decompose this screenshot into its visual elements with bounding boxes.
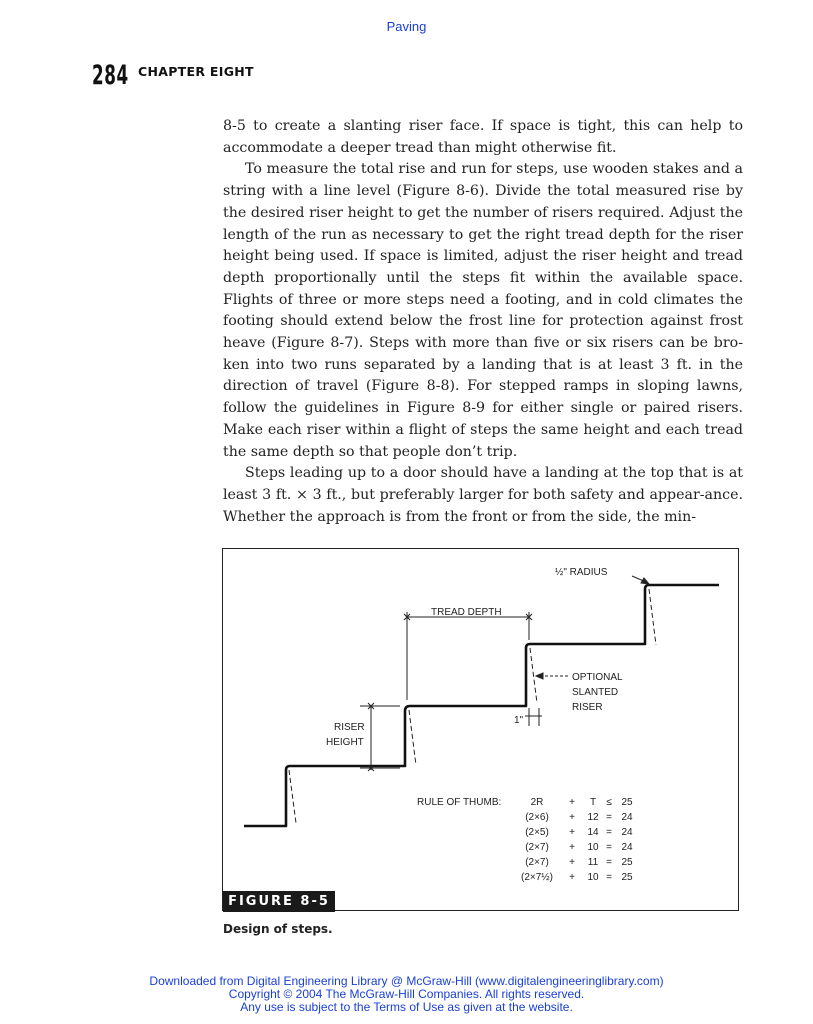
rule-cell: (2×7) — [525, 857, 549, 868]
rule-cell: 24 — [621, 842, 633, 853]
rule-cell: = — [606, 872, 612, 883]
slanted-label: SLANTED — [572, 687, 619, 698]
tread-depth-dimension — [404, 612, 532, 700]
figure-caption: Design of steps. — [223, 922, 333, 936]
steps-diagram — [222, 548, 740, 912]
rule-cell: (2×7½) — [521, 872, 553, 883]
rule-cell: 10 — [587, 872, 599, 883]
paragraph-2: To measure the total rise and run for steps, use wooden stakes and a string with a line level (Figure 8-6). Divide the total measured rise by the desired riser height to get the number of risers required. Adjust the length of the run as necessary to get the right tread depth for the riser height being used. If space is limited, adjust the riser height and tread depth proportionally until the steps fit within the available space. Flights of three or more steps need a footing, and in cold climates the footing should extend below the frost line for protection against frost heave (Figure 8-7). Steps with more than five or six risers can be bro-ken into two runs separated by a landing that is at least 3 ft. in the direction of travel (Figure 8-8). For stepped ramps in sloping lawns, follow the guidelines in Figure 8-9 for either single or paired risers. Make each riser within a flight of steps the same height and each tread the same depth so that people don’t trip. — [223, 161, 743, 460]
riser-label: RISER — [334, 722, 365, 733]
rule-cell: T — [589, 797, 597, 808]
rule-cell: 12 — [587, 812, 599, 823]
rule-cell: 25 — [621, 872, 633, 883]
radius-arrow — [632, 576, 649, 584]
body-text — [223, 116, 743, 528]
height-label: HEIGHT — [326, 737, 364, 748]
rule-cell: 25 — [621, 857, 633, 868]
footer-download-link[interactable]: Downloaded from Digital Engineering Library @ McGraw-Hill (www.digitalengineeringlibrary.com) — [149, 974, 664, 988]
rule-cell: (2×7) — [525, 842, 549, 853]
chapter-title: CHAPTER EIGHT — [138, 64, 254, 79]
rule-cell: 25 — [621, 797, 633, 808]
rule-cell: = — [606, 812, 612, 823]
rule-cell: 11 — [587, 857, 599, 868]
rule-cell: + — [569, 812, 575, 823]
rule-cell: + — [569, 797, 575, 808]
radius-label: ½" RADIUS — [555, 567, 608, 578]
paragraph-3: Steps leading up to a door should have a landing at the top that is at least 3 ft. × 3 ft., but preferably larger for both safety and appear-ance. Whether the approach is from the front or from the side, the min- — [223, 465, 743, 525]
rule-cell: 24 — [621, 812, 633, 823]
tread-depth-label: TREAD DEPTH — [431, 607, 502, 618]
top-link-paving[interactable]: Paving — [386, 19, 427, 34]
rule-cell: 14 — [587, 827, 599, 838]
paragraph-1: 8-5 to create a slanting riser face. If space is tight, this can help to accommodate a deeper tread than might otherwise fit. — [223, 118, 743, 156]
figure-label: FIGURE 8-5 — [223, 891, 335, 912]
rule-cell: = — [606, 842, 612, 853]
rule-cell: = — [606, 857, 612, 868]
riser-height-dimension — [360, 703, 400, 771]
page-number: 284 — [92, 60, 129, 91]
one-inch-label: 1" — [514, 715, 524, 726]
rule-cell: + — [569, 827, 575, 838]
rule-cell: 2R — [530, 797, 544, 808]
riser-type-label: RISER — [572, 702, 603, 713]
rule-cell: + — [569, 842, 575, 853]
rule-cell: 10 — [587, 842, 599, 853]
stair-profile — [244, 585, 719, 826]
rule-cell: (2×6) — [525, 812, 549, 823]
rule-cell: + — [569, 872, 575, 883]
rule-cell: 24 — [621, 827, 633, 838]
rule-cell: + — [569, 857, 575, 868]
one-inch-dimension — [525, 708, 542, 726]
footer-terms[interactable]: Any use is subject to the Terms of Use as given at the website. — [240, 1000, 573, 1014]
rule-cell: (2×5) — [525, 827, 549, 838]
footer-copyright[interactable]: Copyright © 2004 The McGraw-Hill Companies. All rights reserved. — [228, 987, 585, 1001]
rule-of-thumb-title: RULE OF THUMB: — [417, 797, 502, 808]
rule-cell: ≤ — [606, 797, 612, 808]
rule-cell: = — [606, 827, 612, 838]
slanted-riser-arrow — [536, 673, 570, 679]
optional-label: OPTIONAL — [572, 672, 623, 683]
rule-of-thumb-table — [521, 797, 633, 883]
